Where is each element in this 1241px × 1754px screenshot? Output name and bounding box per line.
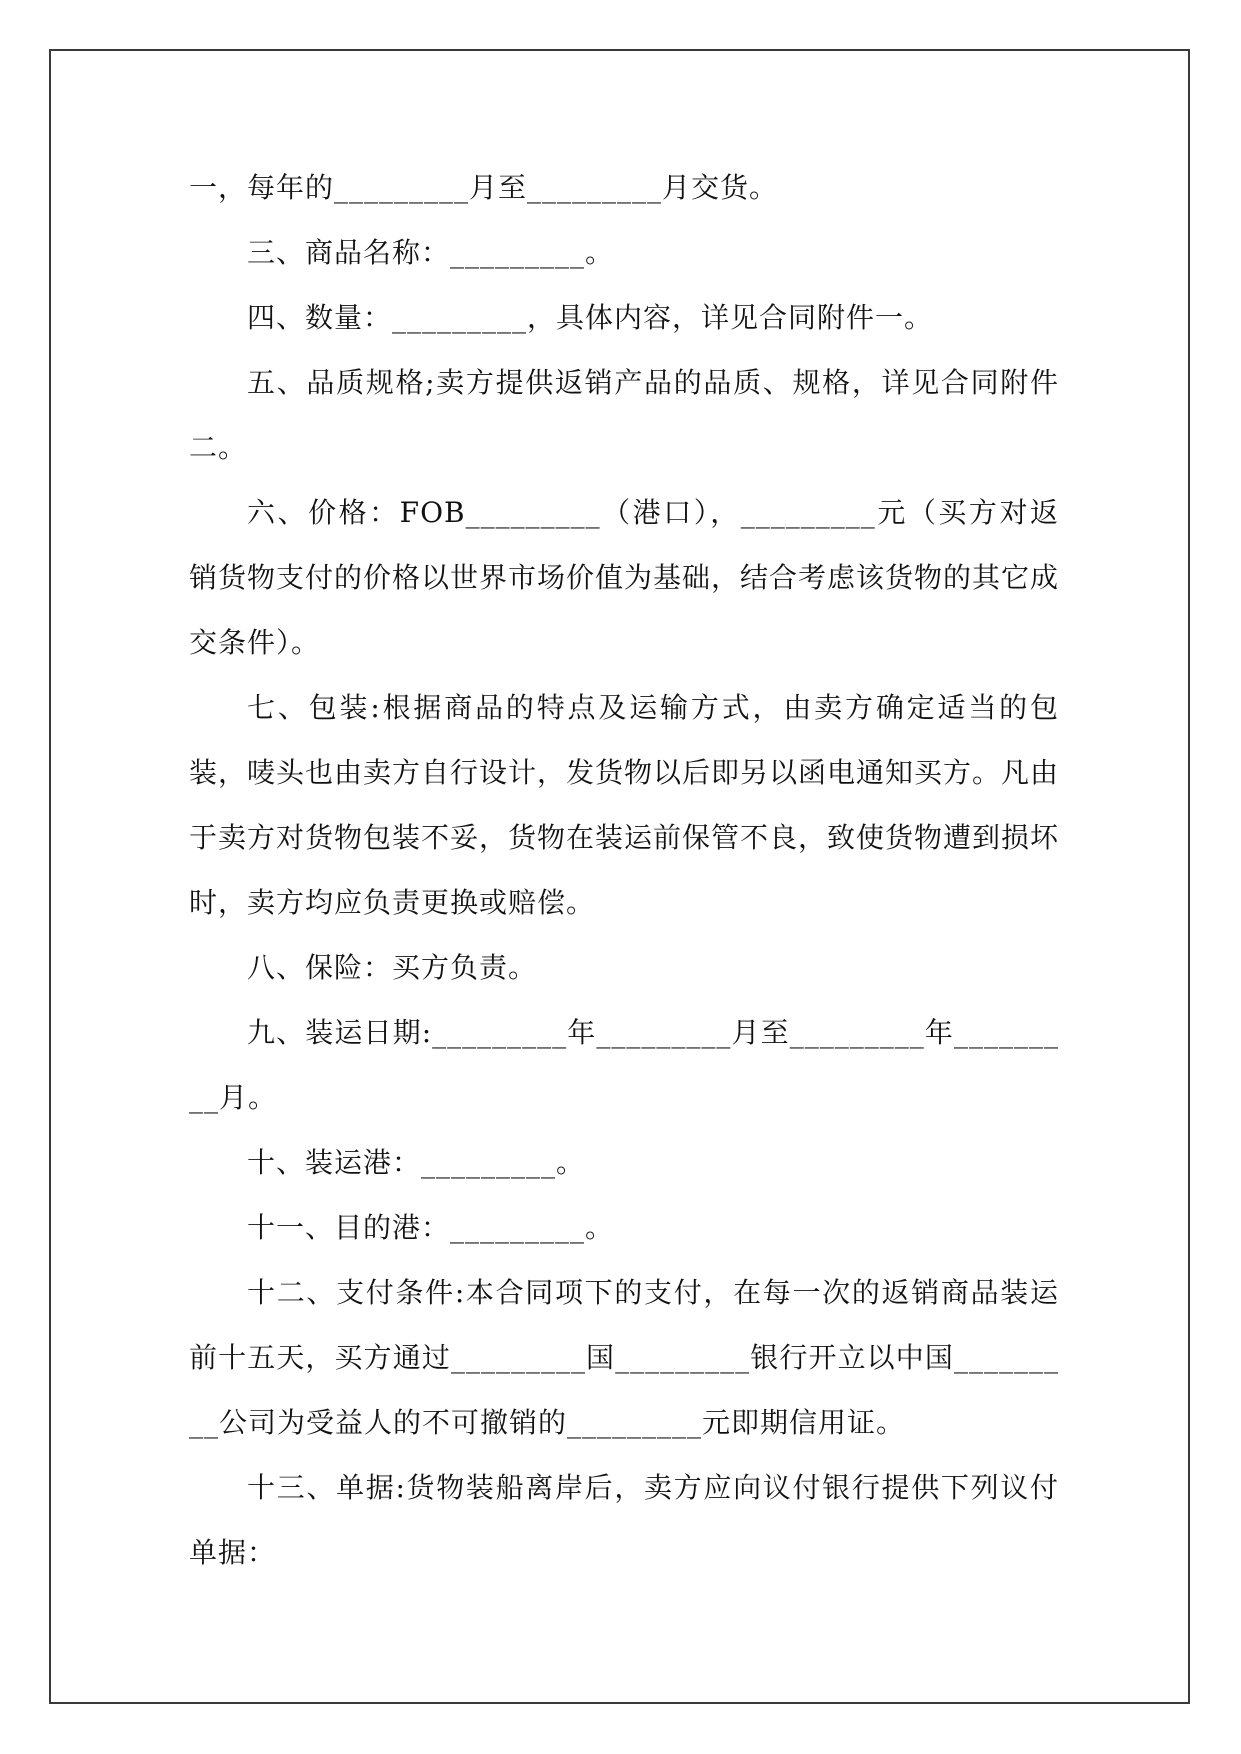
paragraph-quality-specs: 五、品质规格;卖方提供返销产品的品质、规格，详见合同附件二。 <box>189 366 1059 464</box>
paragraph-delivery-months: 一，每年的_________月至_________月交货。 <box>189 171 779 204</box>
paragraph-packing: 七、包装:根据商品的特点及运输方式，由卖方确定适当的包装，唛头也由卖方自行设计，发货物以后即另以函电通知买方。凡由于卖方对货物包装不妥，货物在装运前保管不良，致使货物遭到损坏时，卖方均应负责更换或赔偿。 <box>189 691 1060 919</box>
paragraph-loading-port: 十、装运港：_________。 <box>247 1146 586 1179</box>
contract-body <box>189 155 1059 1585</box>
paragraph-insurance: 八、保险：买方负责。 <box>247 951 538 984</box>
paragraph-documents: 十三、单据:货物装船离岸后，卖方应向议付银行提供下列议付单据： <box>189 1471 1059 1569</box>
paragraph-shipment-date: 九、装运日期:_________年_________月至_________年_________月。 <box>189 1016 1059 1114</box>
paragraph-payment-terms: 十二、支付条件:本合同项下的支付，在每一次的返销商品装运前十五天，买方通过_________国_________银行开立以中国_________公司为受益人的不可撤销的_________元即期信用证。 <box>189 1276 1059 1439</box>
paragraph-goods-name: 三、商品名称：_________。 <box>247 236 615 269</box>
paragraph-quantity: 四、数量：_________，具体内容，详见合同附件一。 <box>247 301 934 334</box>
paragraph-price: 六、价格：FOB_________（港口），_________元（买方对返销货物支付的价格以世界市场价值为基础，结合考虑该货物的其它成交条件）。 <box>189 496 1060 659</box>
paragraph-destination-port: 十一、目的港：_________。 <box>247 1211 615 1244</box>
